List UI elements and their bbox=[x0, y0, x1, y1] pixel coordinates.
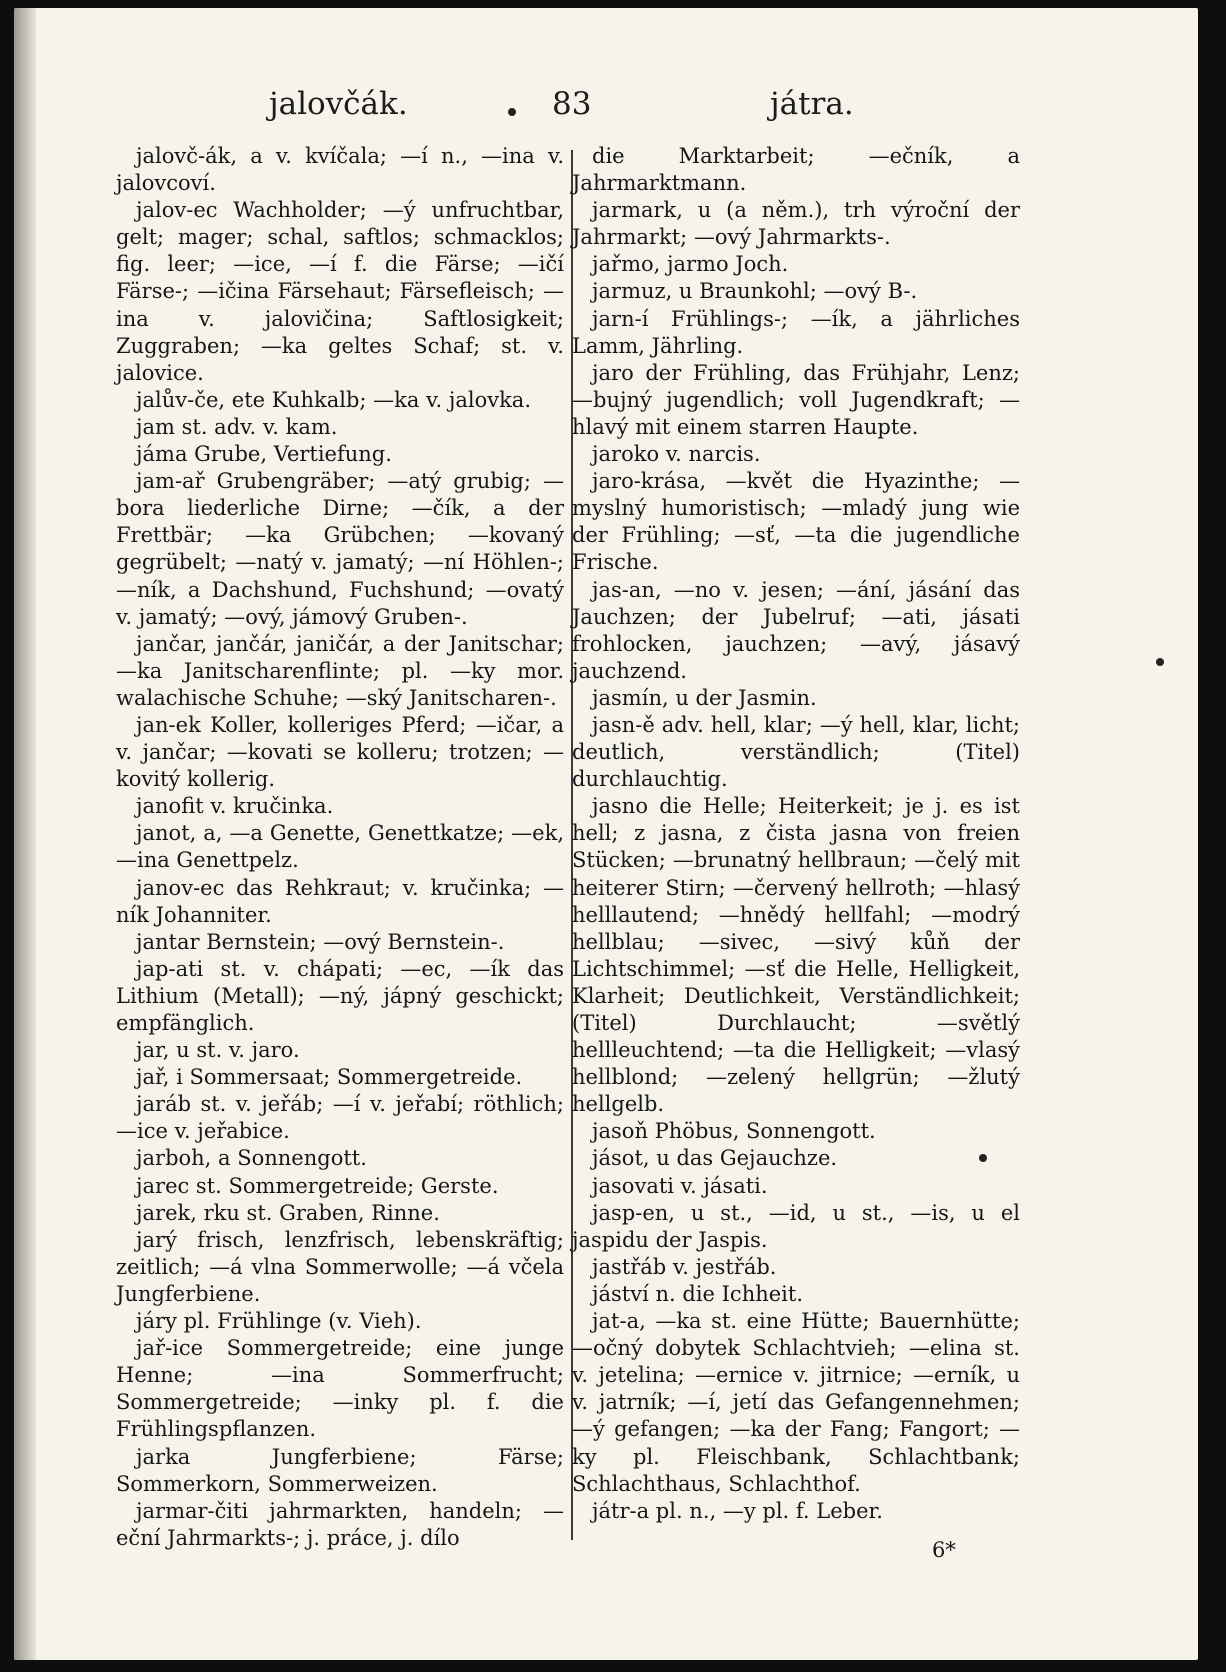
dictionary-entry: jarmuz, u Braunkohl; —ový B-. bbox=[592, 279, 918, 304]
dictionary-entry: jáma Grube, Vertiefung. bbox=[136, 442, 392, 467]
speck-mark bbox=[979, 1154, 987, 1162]
dictionary-entry: jasn-ě adv. hell, klar; —ý hell, klar, licht; deutlich, verständlich; (Titel) durchlauchtig. bbox=[572, 712, 1020, 792]
dictionary-entry: jam-ař Grubengräber; —atý grubig; —bora liederliche Dirne; —čík, a der Frettbär; —ka Grübchen; —kovaný gegrübelt; —natý v. jamatý; —ní Höhlen-; —ník, a Dachshund, Fuchshund; —ovatý v. jamatý; —ový, jámový Gruben-. bbox=[116, 469, 564, 629]
signature-mark: 6* bbox=[932, 1538, 956, 1562]
dictionary-entry: die Marktarbeit; —ečník, a Jahrmarktmann. bbox=[572, 144, 1020, 196]
dictionary-entry: jáství n. die Ichheit. bbox=[592, 1281, 804, 1306]
speck-mark bbox=[508, 108, 516, 116]
dictionary-entry: jalov-ec Wachholder; —ý unfruchtbar, gelt; mager; schal, saftlos; schmacklos; fig. leer; —ice, —í f. die Färse; —ičí Färse-; —ičina Färsehaut; Färsefleisch; —ina v. jalovičina; Saftlosigkeit; Zuggraben; —ka geltes Schaf; st. v. jalovice. bbox=[116, 198, 564, 385]
dictionary-entry: janov-ec das Rehkraut; v. kručinka; —ník Johanniter. bbox=[116, 875, 564, 927]
dictionary-entry: jan-ek Koller, kolleriges Pferd; —ičar, a v. jančar; —kovati se kolleru; trotzen; —kovitý kollerig. bbox=[116, 712, 564, 792]
dictionary-entry: jarek, rku st. Graben, Rinne. bbox=[136, 1200, 440, 1225]
dictionary-entry: jarmar-čiti jahrmarkten, handeln; —eční Jahrmarkts-; j. práce, j. dílo bbox=[116, 1498, 564, 1550]
dictionary-entry: jasovati v. jásati. bbox=[592, 1173, 768, 1198]
dictionary-entry: jantar Bernstein; —ový Bernstein-. bbox=[136, 929, 505, 954]
dictionary-entry: játr-a pl. n., —y pl. f. Leber. bbox=[592, 1498, 883, 1523]
header-right-catchword: játra. bbox=[770, 86, 854, 122]
page-number: 83 bbox=[552, 86, 592, 122]
dictionary-entry: jarý frisch, lenzfrisch, lebenskräftig; zeitlich; —á vlna Sommerwolle; —á včela Jungferbiene. bbox=[116, 1227, 564, 1306]
dictionary-entry: jař-ice Sommergetreide; eine junge Henne; —ina Sommerfrucht; Sommergetreide; —inky pl. f. die Frühlingspflanzen. bbox=[116, 1336, 564, 1442]
dictionary-entry: jam st. adv. v. kam. bbox=[136, 414, 338, 439]
dictionary-entry: jalovč-ák, a v. kvíčala; —í n., —ina v. jalovcoví. bbox=[116, 144, 564, 196]
right-column bbox=[572, 143, 1020, 1525]
dictionary-entry: jarmark, u (a něm.), trh výroční der Jahrmarkt; —ový Jahrmarkts-. bbox=[572, 198, 1020, 250]
speck-mark bbox=[1156, 658, 1164, 666]
page-header bbox=[14, 86, 1198, 132]
dictionary-entry: jarn-í Frühlings-; —ík, a jährliches Lamm, Jährling. bbox=[572, 306, 1020, 358]
dictionary-entry: jasoň Phöbus, Sonnengott. bbox=[592, 1119, 876, 1144]
header-left-catchword: jalovčák. bbox=[269, 86, 408, 122]
dictionary-entry: janot, a, —a Genette, Genettkatze; —ek, —ina Genettpelz. bbox=[116, 821, 564, 873]
dictionary-entry: janofit v. kručinka. bbox=[136, 794, 334, 819]
dictionary-entry: jaro der Frühling, das Frühjahr, Lenz; —bujný jugendlich; voll Jugendkraft; —hlavý mit einem starren Haupte. bbox=[572, 360, 1020, 439]
dictionary-entry: járy pl. Frühlinge (v. Vieh). bbox=[136, 1309, 422, 1334]
dictionary-entry: jasp-en, u st., —id, u st., —is, u el jaspidu der Jaspis. bbox=[572, 1200, 1020, 1252]
dictionary-page bbox=[14, 8, 1198, 1660]
dictionary-entry: jas-an, —no v. jesen; —ání, jásání das Jauchzen; der Jubelruf; —ati, jásati frohlocken, jauchzen; —avý, jásavý jauchzend. bbox=[572, 577, 1020, 683]
dictionary-entry: jař, i Sommersaat; Sommergetreide. bbox=[136, 1065, 523, 1090]
dictionary-entry: jap-ati st. v. chápati; —ec, —ík das Lithium (Metall); —ný, jápný geschickt; empfänglich. bbox=[116, 956, 564, 1035]
dictionary-entry: jarec st. Sommergetreide; Gerste. bbox=[136, 1173, 499, 1198]
dictionary-entry: jásot, u das Gejauchze. bbox=[592, 1146, 838, 1171]
dictionary-entry: jarka Jungferbiene; Färse; Sommerkorn, Sommerweizen. bbox=[116, 1444, 564, 1496]
dictionary-entry: jařmo, jarmo Joch. bbox=[592, 252, 789, 277]
dictionary-entry: jasmín, u der Jasmin. bbox=[592, 685, 817, 710]
dictionary-entry: jat-a, —ka st. eine Hütte; Bauernhütte; —očný dobytek Schlachtvieh; —elina st. v. jetelina; —ernice v. jitrnice; —erník, u v. jatrník; —í, jetí das Gefangennehmen; —ý gefangen; —ka der Fang; Fangort; —ky pl. Fleischbank, Schlachtbank; Schlachthaus, Schlachthof. bbox=[572, 1309, 1020, 1496]
dictionary-entry: jalův-če, ete Kuhkalb; —ka v. jalovka. bbox=[136, 387, 531, 412]
dictionary-entry: jaráb st. v. jeřáb; —í v. jeřabí; röthlich; —ice v. jeřabice. bbox=[116, 1092, 564, 1144]
dictionary-entry: jastřáb v. jestřáb. bbox=[592, 1254, 777, 1279]
dictionary-entry: jar, u st. v. jaro. bbox=[136, 1038, 300, 1063]
dictionary-entry: jaro-krása, —květ die Hyazinthe; —myslný humoristisch; —mladý jung wie der Frühling; —sť, —ta die jugendliche Frische. bbox=[572, 469, 1020, 575]
dictionary-entry: jasno die Helle; Heiterkeit; je j. es ist hell; z jasna, z čista jasna von freien Stücken; —brunatný hellbraun; —čelý mit heiterer Stirn; —červený hellroth; —hlasý helllautend; —hnědý hellfahl; —modrý hellblau; —sivec, —sivý kůň der Lichtschimmel; —sť die Helle, Helligkeit, Klarheit; Deutlichkeit, Verständlichkeit; (Titel) Durchlaucht; —světlý hellleuchtend; —ta die Helligkeit; —vlasý hellblond; —zelený hellgrün; —žlutý hellgelb. bbox=[572, 794, 1020, 1117]
left-column bbox=[116, 143, 564, 1552]
dictionary-entry: jančar, jančár, janičár, a der Janitschar; —ka Janitscharenflinte; pl. —ky mor. walachische Schuhe; —ský Janitscharen-. bbox=[116, 631, 564, 710]
dictionary-entry: jarboh, a Sonnengott. bbox=[136, 1146, 367, 1171]
dictionary-entry: jaroko v. narcis. bbox=[592, 442, 761, 467]
